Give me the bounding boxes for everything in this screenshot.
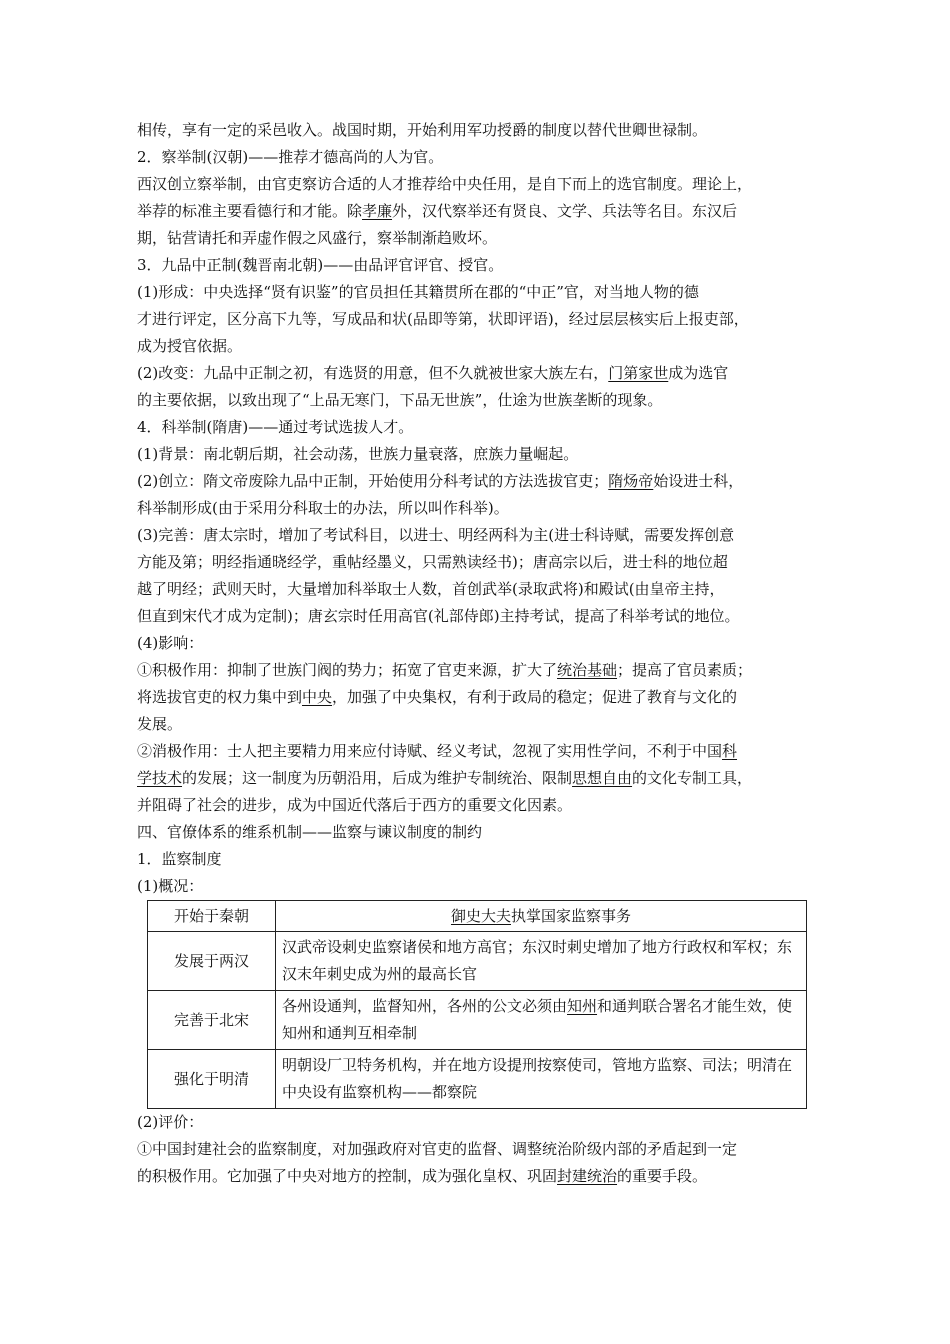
text-line: (1)背景：南北朝后期，社会动荡，世族力量衰落，庶族力量崛起。 [137, 445, 579, 463]
table-cell-period: 开始于秦朝 [148, 901, 276, 932]
underlined-term: 封建统治 [557, 1167, 618, 1185]
text-line: 方能及第；明经指通晓经学，重帖经墨义，只需熟读经书)；唐高宗以后，进士科的地位超 [137, 553, 728, 571]
text-line: ①积极作用：抑制了世族门阀的势力；拓宽了官吏来源，扩大了统治基础；提高了官员素质； [137, 661, 753, 679]
text-line: 举荐的标准主要看德行和才能。除孝廉外，汉代察举还有贤良、文学、兵法等名目。东汉后 [137, 202, 738, 220]
section-heading: 四、官僚体系的维系机制——监察与谏议制度的制约 [137, 823, 483, 841]
text-line: 将选拔官吏的权力集中到中央，加强了中央集权，有利于政局的稳定；促进了教育与文化的 [137, 688, 738, 706]
text-line: (2)创立：隋文帝废除九品中正制，开始使用分科考试的方法选拔官吏；隋炀帝始设进士科， [137, 472, 744, 490]
text-line: 但直到宋代才成为定制)；唐玄宗时任用高官(礼部侍郎)主持考试，提高了科举考试的地位。 [137, 607, 740, 625]
section-heading: 1．监察制度 [137, 850, 222, 868]
text-line: 并阻碍了社会的进步，成为中国近代落后于西方的重要文化因素。 [137, 796, 573, 814]
text-line: ①中国封建社会的监察制度，对加强政府对官吏的监督、调整统治阶级内部的矛盾起到一定 [137, 1140, 738, 1158]
table-cell-desc: 汉武帝设刺史监察诸侯和地方高官；东汉时刺史增加了地方行政权和军权；东汉末年刺史成为州的最高长官 [276, 932, 807, 991]
supervision-table [147, 900, 807, 1109]
underlined-term: 孝廉 [362, 202, 393, 220]
text-line: (1)概况： [137, 877, 204, 895]
table-cell-period: 完善于北宋 [148, 991, 276, 1050]
text-line: (3)完善：唐太宗时，增加了考试科目，以进士、明经两科为主(进士科诗赋，需要发挥创意 [137, 526, 735, 544]
underlined-term: 御史大夫 [450, 906, 511, 925]
underlined-term: 科 [722, 742, 738, 760]
text-line: 的积极作用。它加强了中央对地方的控制，成为强化皇权、巩固封建统治的重要手段。 [137, 1167, 708, 1185]
underlined-term: 知州 [567, 997, 598, 1015]
table-cell-desc: 御史大夫执掌国家监察事务 [276, 901, 807, 932]
text-line: ②消极作用：士人把主要精力用来应付诗赋、经义考试，忽视了实用性学问，不利于中国科 [137, 742, 738, 760]
section-heading: 2．察举制(汉朝)——推荐才德高尚的人为官。 [137, 148, 444, 166]
section-heading: 4．科举制(隋唐)——通过考试选拔人才。 [137, 418, 414, 436]
text-line: 成为授官依据。 [137, 337, 243, 355]
text-line: (1)形成：中央选择“贤有识鉴”的官员担任其籍贯所在郡的“中正”官，对当地人物的德 [137, 283, 699, 301]
text-line: 相传，享有一定的采邑收入。战国时期，开始利用军功授爵的制度以替代世卿世禄制。 [137, 121, 708, 139]
table-row [148, 991, 807, 1050]
text-line: 发展。 [137, 715, 183, 733]
text-line: (2)改变：九品中正制之初，有选贤的用意，但不久就被世家大族左右，门第家世成为选官 [137, 364, 729, 382]
underlined-term: 学技术 [137, 769, 183, 787]
table-row [148, 932, 807, 991]
text-line: 才进行评定，区分高下九等，写成品和状(品即等第，状即评语)，经过层层核实后上报吏部， [137, 310, 749, 328]
text-line: 学技术的发展；这一制度为历朝沿用，后成为维护专制统治、限制思想自由的文化专制工具， [137, 769, 753, 787]
text-line: (2)评价： [137, 1113, 204, 1131]
table-cell-desc: 明朝设厂卫特务机构，并在地方设提刑按察使司，管地方监察、司法；明清在中央设有监察机构——都察院 [276, 1050, 807, 1109]
table-cell-period: 强化于明清 [148, 1050, 276, 1109]
text-line: 越了明经；武则天时，大量增加科举取士人数，首创武举(录取武将)和殿试(由皇帝主持， [137, 580, 725, 598]
underlined-term: 隋炀帝 [608, 472, 654, 490]
document-page [137, 117, 817, 1190]
table-row [148, 901, 807, 932]
underlined-term: 中央 [302, 688, 333, 706]
table-row [148, 1050, 807, 1109]
text-line: 科举制形成(由于采用分科取士的办法，所以叫作科举)。 [137, 499, 509, 517]
section-heading: 3．九品中正制(魏晋南北朝)——由品评官评官、授官。 [137, 256, 504, 274]
text-line: 的主要依据，以致出现了“上品无寒门，下品无世族”，仕途为世族垄断的现象。 [137, 391, 663, 409]
text-line: (4)影响： [137, 634, 204, 652]
underlined-term: 思想自由 [572, 769, 633, 787]
text-line: 期，钻营请托和弄虚作假之风盛行，察举制渐趋败坏。 [137, 229, 498, 247]
underlined-term: 统治基础 [557, 661, 618, 679]
underlined-term: 门第家世 [608, 364, 669, 382]
table-cell-period: 发展于两汉 [148, 932, 276, 991]
text-line: 西汉创立察举制，由官吏察访合适的人才推荐给中央任用，是自下而上的选官制度。理论上， [137, 175, 753, 193]
table-cell-desc: 各州设通判，监督知州，各州的公文必须由知州和通判联合署名才能生效，使知州和通判互相牵制 [276, 991, 807, 1050]
